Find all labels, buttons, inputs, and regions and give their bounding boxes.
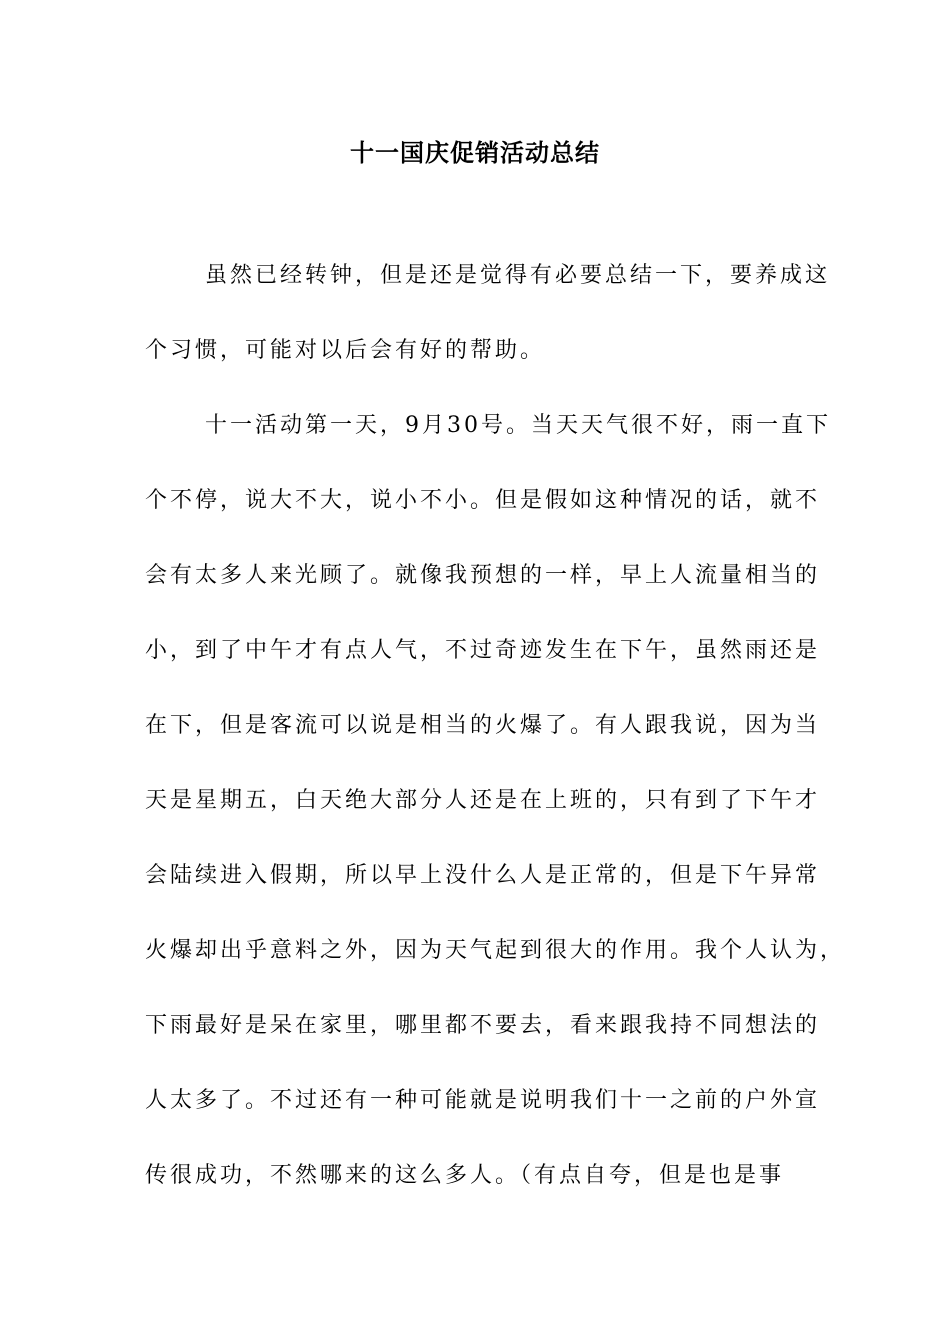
body-line: 天是星期五，白天绝大部分人还是在上班的，只有到了下午才 (145, 788, 821, 813)
body-line: 传很成功，不然哪来的这么多人。（有点自夸，但是也是事 (145, 1163, 785, 1188)
body-line: 会陆续进入假期，所以早上没什么人是正常的，但是下午异常 (145, 863, 821, 888)
body-line: 个习惯，可能对以后会有好的帮助。 (145, 338, 546, 363)
body-line: 人太多了。不过还有一种可能就是说明我们十一之前的户外宣 (145, 1088, 821, 1113)
document-title: 十一国庆促销活动总结 (350, 138, 600, 167)
body-line: 火爆却出乎意料之外，因为天气起到很大的作用。我个人认为， (145, 938, 846, 963)
body-line: 下雨最好是呆在家里，哪里都不要去，看来跟我持不同想法的 (145, 1013, 821, 1038)
body-line: 会有太多人来光顾了。就像我预想的一样，早上人流量相当的 (145, 563, 821, 588)
body-line: 在下，但是客流可以说是相当的火爆了。有人跟我说，因为当 (145, 713, 821, 738)
body-line: 个不停，说大不大，说小不小。但是假如这种情况的话，就不 (145, 488, 821, 513)
body-line: 虽然已经转钟，但是还是觉得有必要总结一下，要养成这 (205, 263, 831, 288)
body-line: 十一活动第一天，9月30号。当天天气很不好，雨一直下 (205, 413, 831, 438)
body-line: 小，到了中午才有点人气，不过奇迹发生在下午，虽然雨还是 (145, 638, 821, 663)
